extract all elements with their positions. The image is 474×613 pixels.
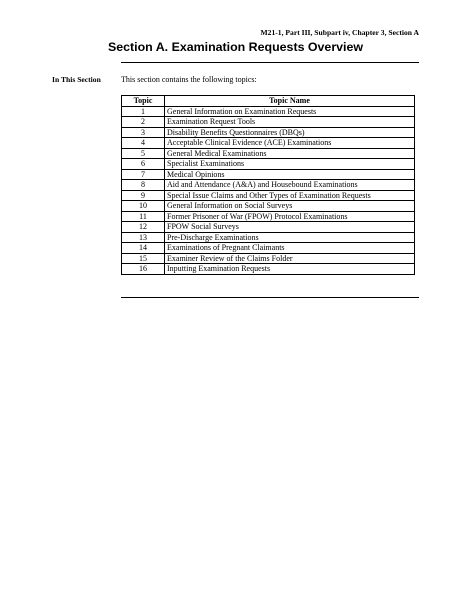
topic-number: 4 [122,138,165,149]
topic-number: 16 [122,264,165,275]
table-row [122,106,415,117]
topic-name: Inputting Examination Requests [165,264,415,275]
topic-name: Medical Opinions [165,169,415,180]
table-row [122,222,415,233]
topic-number: 6 [122,159,165,170]
table-row [122,148,415,159]
table-row [122,159,415,170]
topic-name: Specialist Examinations [165,159,415,170]
topic-name: Disability Benefits Questionnaires (DBQs) [165,127,415,138]
topic-name: Examination Request Tools [165,117,415,128]
topic-number: 9 [122,190,165,201]
topic-name-column-header: Topic Name [165,96,415,107]
section-title: Section A. Examination Requests Overview [108,40,364,54]
topic-name: Acceptable Clinical Evidence (ACE) Examinations [165,138,415,149]
table-header-row [122,96,415,107]
topic-column-header: Topic [122,96,165,107]
table-row [122,201,415,212]
topic-number: 13 [122,232,165,243]
topic-number: 2 [122,117,165,128]
top-divider [121,62,419,63]
topic-number: 5 [122,148,165,159]
topic-name: Aid and Attendance (A&A) and Housebound Examinations [165,180,415,191]
topic-name: FPOW Social Surveys [165,222,415,233]
topic-name: Former Prisoner of War (FPOW) Protocol Examinations [165,211,415,222]
topic-number: 12 [122,222,165,233]
table-row [122,117,415,128]
table-row [122,169,415,180]
topic-number: 7 [122,169,165,180]
table-row [122,138,415,149]
table-row [122,232,415,243]
table-row [122,211,415,222]
table-row [122,243,415,254]
table-row [122,253,415,264]
topic-name: General Information on Social Surveys [165,201,415,212]
topic-number: 1 [122,106,165,117]
topic-name: Examinations of Pregnant Claimants [165,243,415,254]
topic-number: 11 [122,211,165,222]
table-row [122,264,415,275]
block-label: In This Section [52,75,101,84]
topic-number: 8 [122,180,165,191]
topic-number: 3 [122,127,165,138]
running-header: M21-1, Part III, Subpart iv, Chapter 3, Section A [260,28,419,37]
table-row [122,127,415,138]
topic-number: 15 [122,253,165,264]
topics-table [121,95,415,275]
intro-text: This section contains the following topics: [121,75,257,84]
topic-name: Special Issue Claims and Other Types of Examination Requests [165,190,415,201]
table-row [122,180,415,191]
topic-number: 14 [122,243,165,254]
topic-name: Examiner Review of the Claims Folder [165,253,415,264]
topic-name: General Medical Examinations [165,148,415,159]
table-row [122,190,415,201]
bottom-divider [121,297,419,298]
topic-name: General Information on Examination Requests [165,106,415,117]
topic-number: 10 [122,201,165,212]
topic-name: Pre-Discharge Examinations [165,232,415,243]
